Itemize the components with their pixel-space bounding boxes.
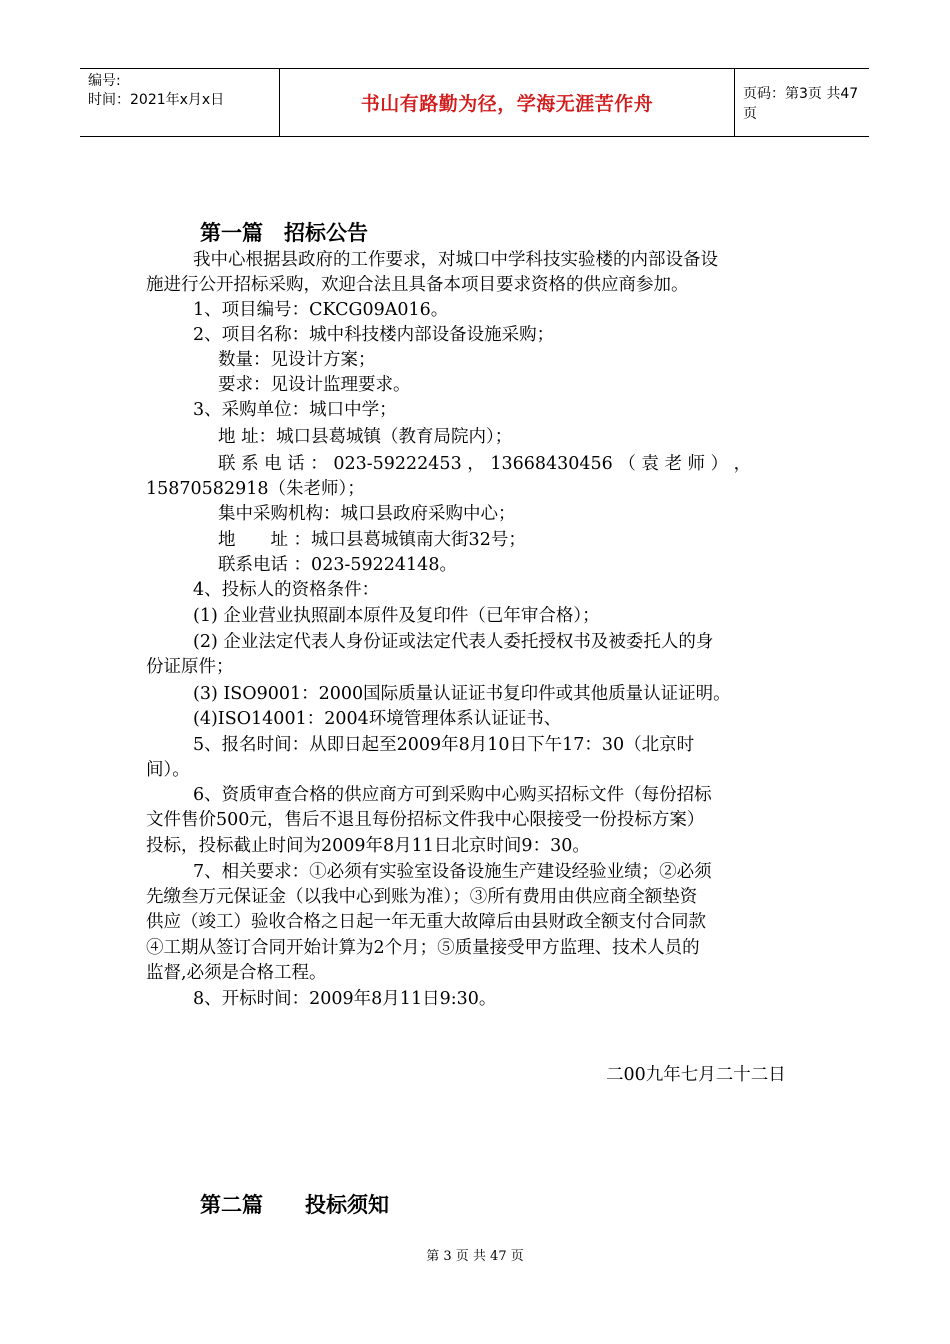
- header-meta-cell: [80, 69, 280, 136]
- page-header: [80, 68, 869, 137]
- body-line: 数量：见设计方案；: [218, 350, 376, 370]
- body-line: 8、开标时间：2009年8月11日9:30。: [193, 989, 497, 1009]
- body-line: 联 系 电 话 ： 023-59222453 ， 13668430456 （ 袁 老 师 ） ，: [218, 454, 752, 474]
- body-line: 集中采购机构：城口县政府采购中心；: [218, 504, 516, 524]
- number-label: 编号:: [88, 73, 121, 89]
- motto-text: 书山有路勤为径，学海无涯苦作舟: [360, 93, 654, 115]
- page-info: 页码：第3页 共47页: [743, 85, 859, 122]
- date-line: 二00九年七月二十二日: [606, 1065, 786, 1085]
- body-line: 2、项目名称：城中科技楼内部设备设施采购；: [193, 325, 555, 345]
- header-motto-cell: [280, 69, 735, 136]
- body-line: 4、投标人的资格条件：: [193, 580, 380, 600]
- header-page-cell: [735, 69, 869, 136]
- body-line: 地 址：城口县葛城镇（教育局院内）；: [218, 427, 513, 447]
- body-line: ④工期从签订合同开始计算为2个月；⑤质量接受甲方监理、技术人员的: [146, 938, 700, 958]
- body-line: (1) 企业营业执照副本原件及复印件（已年审合格）；: [193, 606, 600, 626]
- section-title-2: 第二篇 投标须知: [200, 1193, 389, 1217]
- body-line: 先缴叁万元保证金（以我中心到账为准）；③所有费用由供应商全额垫资: [146, 887, 698, 907]
- body-line: 15870582918（朱老师）；: [146, 479, 365, 499]
- body-line: 1、项目编号：CKCG09A016。: [193, 300, 449, 320]
- body-line: 6、资质审查合格的供应商方可到采购中心购买招标文件（每份招标: [193, 785, 712, 805]
- body-line: (4)ISO14001：2004环境管理体系认证证书、: [193, 709, 562, 729]
- body-line: 要求：见设计监理要求。: [218, 375, 411, 395]
- body-line: 联系电话 ：023-59224148。: [218, 555, 457, 575]
- body-line: 监督,必须是合格工程。: [146, 963, 327, 983]
- body-line: 我中心根据县政府的工作要求，对城口中学科技实验楼的内部设备设: [193, 250, 718, 270]
- body-line: (3) ISO9001：2000国际质量认证证书复印件或其他质量认证证明。: [193, 684, 731, 704]
- body-line: 份证原件；: [146, 657, 234, 677]
- body-line: 间）。: [146, 760, 190, 780]
- body-line: 3、采购单位：城口中学；: [193, 400, 397, 420]
- body-line: 文件售价500元，售后不退且每份招标文件我中心限接受一份投标方案）: [146, 810, 705, 830]
- page-footer: 第 3 页 共 47 页: [426, 1249, 524, 1264]
- body-line: 地 址 ：城口县葛城镇南大街32号；: [218, 530, 526, 550]
- time-label: 时间：2021年x月x日: [88, 92, 225, 108]
- body-line: 施进行公开招标采购，欢迎合法且具备本项目要求资格的供应商参加。: [146, 275, 689, 295]
- body-line: 供应（竣工）验收合格之日起一年无重大故障后由县财政全额支付合同款: [146, 912, 706, 932]
- body-line: (2) 企业法定代表人身份证或法定代表人委托授权书及被委托人的身: [193, 632, 714, 652]
- body-line: 5、报名时间：从即日起至2009年8月10日下午17：30（北京时: [193, 735, 695, 755]
- section-title-1: 第一篇 招标公告: [200, 221, 368, 245]
- body-line: 7、相关要求：①必须有实验室设备设施生产建设经验业绩；②必须: [193, 862, 712, 882]
- body-line: 投标，投标截止时间为2009年8月11日北京时间9：30。: [146, 836, 590, 856]
